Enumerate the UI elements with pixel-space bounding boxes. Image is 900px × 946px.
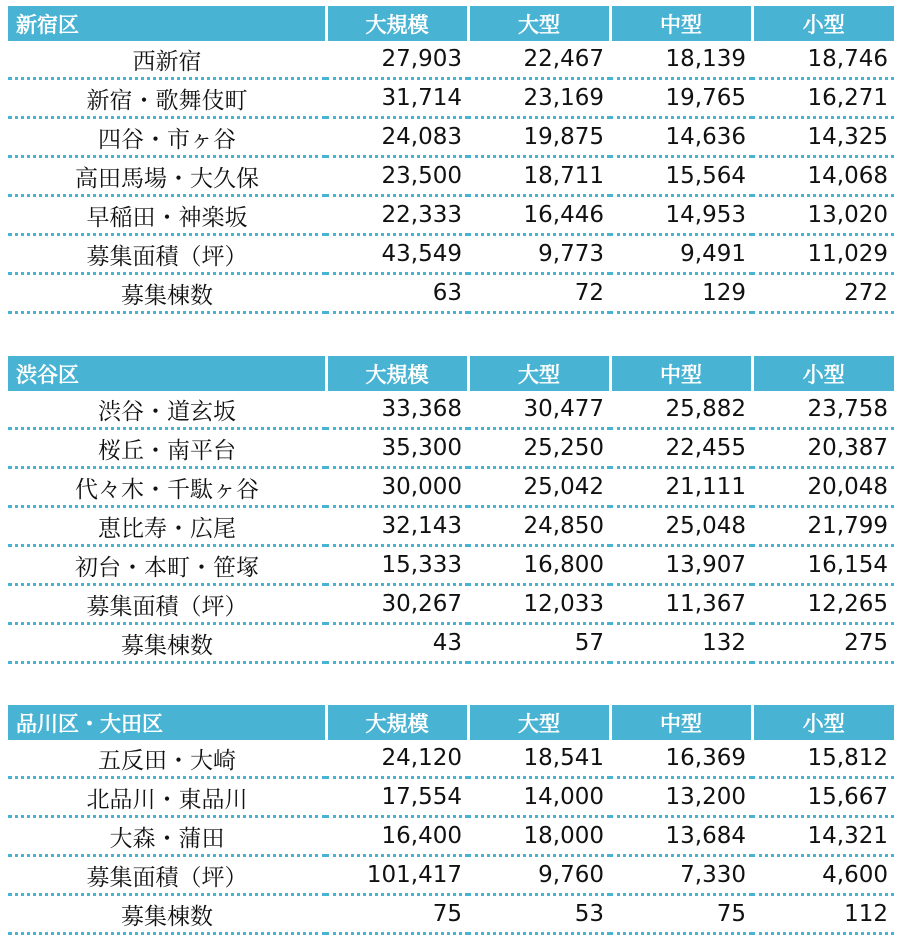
table-row (8, 41, 894, 79)
header-large: 大型 (468, 6, 610, 41)
row-label: 大森・蒲田 (8, 817, 326, 856)
cell-large: 18,541 (468, 740, 610, 778)
cell-small: 14,068 (752, 157, 894, 196)
cell-medium: 14,636 (610, 118, 752, 157)
table-header-row (8, 6, 894, 41)
cell-large-scale: 15,333 (326, 546, 468, 585)
cell-large-scale: 43,549 (326, 235, 468, 274)
cell-large-scale: 31,714 (326, 79, 468, 118)
cell-large-scale: 30,267 (326, 585, 468, 624)
cell-medium: 75 (610, 895, 752, 934)
cell-large-scale: 75 (326, 895, 468, 934)
header-medium: 中型 (610, 705, 752, 740)
cell-large: 12,033 (468, 585, 610, 624)
row-label: 募集面積（坪） (8, 235, 326, 274)
table-shibuya (8, 356, 894, 664)
cell-medium: 14,953 (610, 196, 752, 235)
table-row (8, 778, 894, 817)
cell-medium: 11,367 (610, 585, 752, 624)
cell-large-scale: 22,333 (326, 196, 468, 235)
table-row (8, 118, 894, 157)
header-small: 小型 (752, 6, 894, 41)
header-small: 小型 (752, 705, 894, 740)
cell-medium: 25,882 (610, 391, 752, 429)
cell-small: 16,271 (752, 79, 894, 118)
row-label: 新宿・歌舞伎町 (8, 79, 326, 118)
cell-large: 30,477 (468, 391, 610, 429)
cell-medium: 25,048 (610, 507, 752, 546)
header-large: 大型 (468, 705, 610, 740)
cell-large-scale: 27,903 (326, 41, 468, 79)
cell-small: 21,799 (752, 507, 894, 546)
cell-small: 20,387 (752, 429, 894, 468)
table-row (8, 429, 894, 468)
cell-large: 24,850 (468, 507, 610, 546)
cell-medium: 7,330 (610, 856, 752, 895)
cell-small: 14,325 (752, 118, 894, 157)
cell-large: 22,467 (468, 41, 610, 79)
cell-small: 11,029 (752, 235, 894, 274)
table-row (8, 274, 894, 313)
table-row (8, 507, 894, 546)
cell-small: 18,746 (752, 41, 894, 79)
cell-large-scale: 17,554 (326, 778, 468, 817)
cell-medium: 15,564 (610, 157, 752, 196)
table-row (8, 235, 894, 274)
cell-small: 272 (752, 274, 894, 313)
cell-large-scale: 24,083 (326, 118, 468, 157)
cell-large: 9,773 (468, 235, 610, 274)
cell-small: 4,600 (752, 856, 894, 895)
cell-large-scale: 101,417 (326, 856, 468, 895)
table-header-row (8, 356, 894, 391)
header-medium: 中型 (610, 356, 752, 391)
table-row (8, 895, 894, 934)
cell-medium: 9,491 (610, 235, 752, 274)
header-large-scale: 大規模 (326, 6, 468, 41)
header-ward-name: 渋谷区 (8, 356, 326, 391)
row-label: 募集棟数 (8, 895, 326, 934)
cell-medium: 21,111 (610, 468, 752, 507)
cell-small: 275 (752, 624, 894, 663)
cell-large-scale: 43 (326, 624, 468, 663)
header-large-scale: 大規模 (326, 356, 468, 391)
cell-small: 20,048 (752, 468, 894, 507)
cell-large: 9,760 (468, 856, 610, 895)
cell-large: 57 (468, 624, 610, 663)
cell-medium: 19,765 (610, 79, 752, 118)
cell-large-scale: 16,400 (326, 817, 468, 856)
table-row (8, 817, 894, 856)
row-label: 渋谷・道玄坂 (8, 391, 326, 429)
table-shinjuku (8, 6, 894, 314)
row-label: 桜丘・南平台 (8, 429, 326, 468)
cell-small: 23,758 (752, 391, 894, 429)
cell-large-scale: 32,143 (326, 507, 468, 546)
cell-large-scale: 35,300 (326, 429, 468, 468)
cell-small: 12,265 (752, 585, 894, 624)
header-large: 大型 (468, 356, 610, 391)
cell-small: 16,154 (752, 546, 894, 585)
table-shinagawa-ota (8, 705, 894, 935)
cell-small: 14,321 (752, 817, 894, 856)
table-row (8, 546, 894, 585)
cell-large: 14,000 (468, 778, 610, 817)
header-small: 小型 (752, 356, 894, 391)
cell-large: 25,250 (468, 429, 610, 468)
row-label: 募集面積（坪） (8, 585, 326, 624)
cell-medium: 16,369 (610, 740, 752, 778)
header-ward-name: 品川区・大田区 (8, 705, 326, 740)
row-label: 募集棟数 (8, 274, 326, 313)
cell-large-scale: 23,500 (326, 157, 468, 196)
row-label: 早稲田・神楽坂 (8, 196, 326, 235)
cell-large-scale: 30,000 (326, 468, 468, 507)
cell-large: 16,800 (468, 546, 610, 585)
cell-large: 18,000 (468, 817, 610, 856)
cell-medium: 129 (610, 274, 752, 313)
cell-medium: 18,139 (610, 41, 752, 79)
header-ward-name: 新宿区 (8, 6, 326, 41)
cell-large: 19,875 (468, 118, 610, 157)
table-row (8, 196, 894, 235)
row-label: 募集棟数 (8, 624, 326, 663)
cell-small: 15,667 (752, 778, 894, 817)
cell-small: 112 (752, 895, 894, 934)
table-row (8, 740, 894, 778)
table-header-row (8, 705, 894, 740)
cell-medium: 13,907 (610, 546, 752, 585)
header-large-scale: 大規模 (326, 705, 468, 740)
row-label: 募集面積（坪） (8, 856, 326, 895)
cell-small: 13,020 (752, 196, 894, 235)
row-label: 初台・本町・笹塚 (8, 546, 326, 585)
cell-medium: 13,684 (610, 817, 752, 856)
cell-large-scale: 24,120 (326, 740, 468, 778)
cell-large: 53 (468, 895, 610, 934)
table-row (8, 79, 894, 118)
row-label: 五反田・大崎 (8, 740, 326, 778)
cell-large: 23,169 (468, 79, 610, 118)
cell-large-scale: 63 (326, 274, 468, 313)
cell-small: 15,812 (752, 740, 894, 778)
cell-large: 25,042 (468, 468, 610, 507)
cell-medium: 13,200 (610, 778, 752, 817)
table-row (8, 856, 894, 895)
row-label: 高田馬場・大久保 (8, 157, 326, 196)
cell-large: 18,711 (468, 157, 610, 196)
table-row (8, 468, 894, 507)
table-row (8, 585, 894, 624)
table-row (8, 624, 894, 663)
row-label: 西新宿 (8, 41, 326, 79)
row-label: 四谷・市ヶ谷 (8, 118, 326, 157)
table-row (8, 391, 894, 429)
table-row (8, 157, 894, 196)
row-label: 恵比寿・広尾 (8, 507, 326, 546)
cell-large: 16,446 (468, 196, 610, 235)
cell-medium: 22,455 (610, 429, 752, 468)
header-medium: 中型 (610, 6, 752, 41)
cell-large: 72 (468, 274, 610, 313)
row-label: 代々木・千駄ヶ谷 (8, 468, 326, 507)
cell-large-scale: 33,368 (326, 391, 468, 429)
row-label: 北品川・東品川 (8, 778, 326, 817)
cell-medium: 132 (610, 624, 752, 663)
